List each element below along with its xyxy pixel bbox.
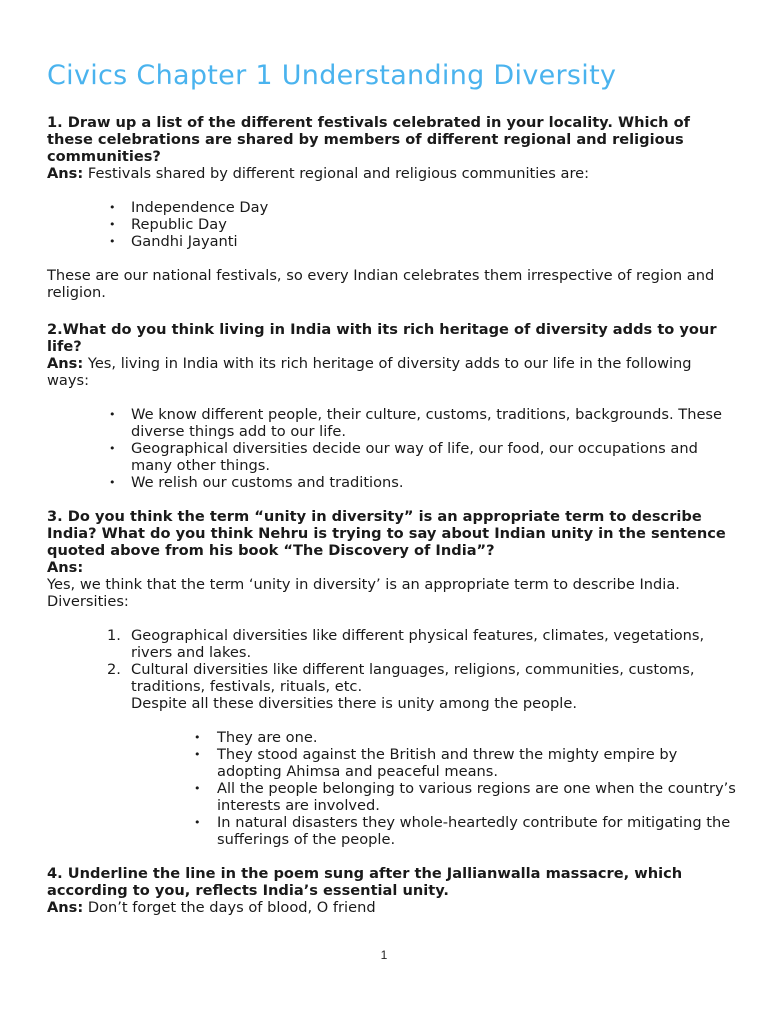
list-item-text: We know different people, their culture, customs, traditions, backgrounds. These diverse things add to our life. — [131, 406, 723, 440]
ans-label: Ans: — [47, 899, 84, 916]
bullet-icon: • — [109, 408, 116, 421]
list-item — [47, 729, 737, 746]
festival-list — [47, 199, 737, 250]
list-number: 2. — [107, 661, 121, 678]
list-item — [47, 406, 737, 440]
document-page — [47, 58, 737, 916]
ans-label: Ans: — [47, 559, 84, 576]
answer-2-intro — [47, 355, 737, 389]
answer-3-text: Yes, we think that the term ‘unity in diversity’ is an appropriate term to describe India. Diversities: — [47, 576, 680, 610]
diversity-benefits-list — [47, 406, 737, 491]
list-item — [47, 780, 737, 814]
list-item — [47, 746, 737, 780]
diversities-list — [47, 627, 737, 712]
list-item — [47, 661, 737, 712]
answer-4 — [47, 899, 737, 916]
answer-1-followup: These are our national festivals, so every Indian celebrates them irrespective of region and religion. — [47, 267, 715, 301]
bullet-icon: • — [109, 476, 116, 489]
answer-4-text: Don’t forget the days of blood, O friend — [83, 899, 376, 916]
list-item-text: All the people belonging to various regions are one when the country’s interests are involved. — [217, 780, 736, 814]
bullet-icon: • — [194, 782, 201, 795]
answer-3-label — [47, 559, 737, 576]
question-2: 2.What do you think living in India with its rich heritage of diversity adds to your life? — [47, 321, 717, 355]
list-item-text: Republic Day — [131, 216, 227, 233]
bullet-icon: • — [109, 201, 116, 214]
list-item-text: Geographical diversities decide our way of life, our food, our occupations and many other things. — [131, 440, 698, 474]
ans-label: Ans: — [47, 165, 84, 182]
list-item-text: Independence Day — [131, 199, 269, 216]
list-item — [47, 199, 737, 216]
despite-text: Despite all these diversities there is unity among the people. — [131, 695, 577, 712]
question-3: 3. Do you think the term “unity in diversity” is an appropriate term to describe India? What do you think Nehru is trying to say about Indian unity in the sentence quoted above from his book “The Discovery of India”? — [47, 508, 726, 559]
list-item-text: We relish our customs and traditions. — [131, 474, 404, 491]
bullet-icon: • — [109, 235, 116, 248]
list-item — [47, 440, 737, 474]
bullet-icon: • — [109, 218, 116, 231]
bullet-icon: • — [194, 748, 201, 761]
answer-1-text: Festivals shared by different regional and religious communities are: — [83, 165, 590, 182]
list-item-text: Geographical diversities like different physical features, climates, vegetations, rivers and lakes. — [131, 627, 705, 661]
question-4: 4. Underline the line in the poem sung after the Jallianwalla massacre, which according to you, reflects India’s essential unity. — [47, 865, 683, 899]
bullet-icon: • — [109, 442, 116, 455]
list-item — [47, 216, 737, 233]
list-item — [47, 233, 737, 250]
list-item — [47, 814, 737, 848]
answer-1-intro — [47, 165, 737, 182]
bullet-icon: • — [194, 731, 201, 744]
unity-list — [47, 729, 737, 848]
list-item-text: They stood against the British and threw the mighty empire by adopting Ahimsa and peaceful means. — [217, 746, 678, 780]
bullet-icon: • — [194, 816, 201, 829]
answer-2-text: Yes, living in India with its rich heritage of diversity adds to our life in the following ways: — [47, 355, 692, 389]
list-item-text: They are one. — [217, 729, 318, 746]
list-item — [47, 627, 737, 661]
page-number: 1 — [380, 948, 388, 962]
question-1: 1. Draw up a list of the different festivals celebrated in your locality. Which of these celebrations are shared by members of different regional and religious communities? — [47, 114, 690, 165]
ans-label: Ans: — [47, 355, 84, 372]
page-title: Civics Chapter 1 Understanding Diversity — [47, 60, 617, 91]
list-item-text: In natural disasters they whole-heartedly contribute for mitigating the sufferings of the people. — [217, 814, 731, 848]
list-item-text: Cultural diversities like different languages, religions, communities, customs, traditions, festivals, rituals, etc. — [131, 661, 695, 695]
list-item — [47, 474, 737, 491]
list-number: 1. — [107, 627, 121, 644]
list-item-text: Gandhi Jayanti — [131, 233, 238, 250]
